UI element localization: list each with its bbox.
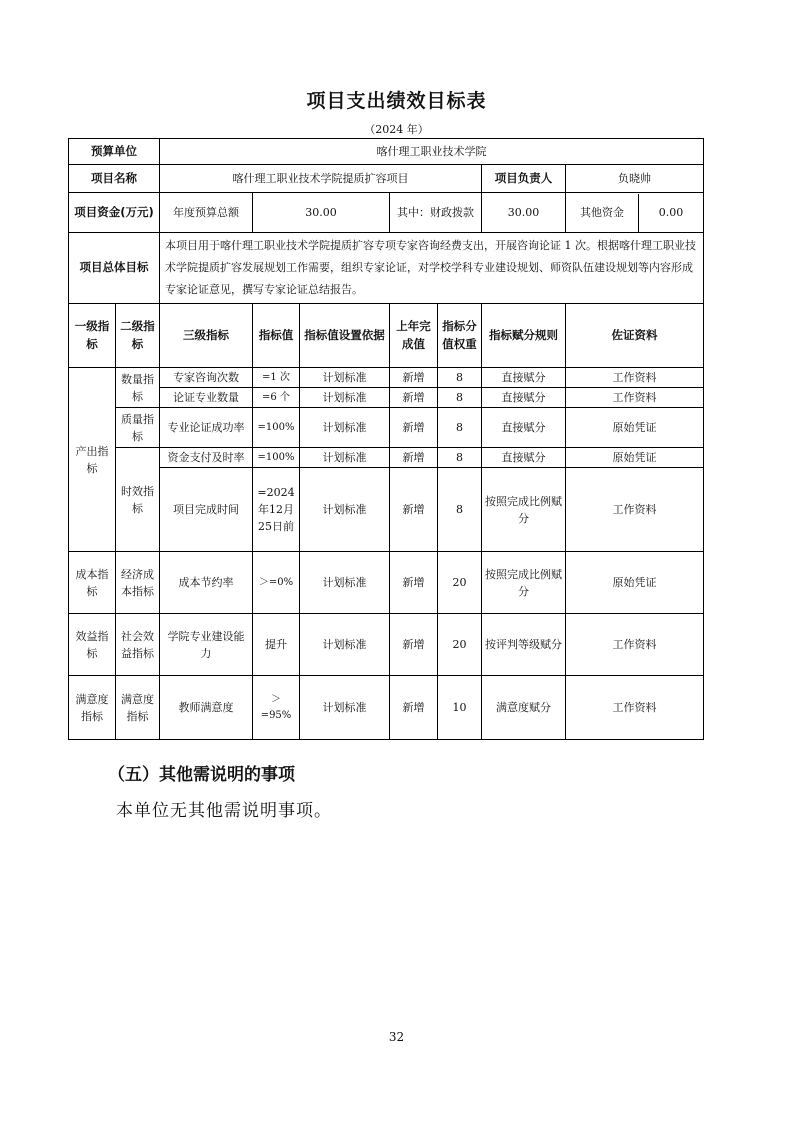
row-evidence: 工作资料 <box>566 468 704 552</box>
header-evidence: 佐证资料 <box>566 304 704 368</box>
row-last-year: 新增 <box>390 676 438 740</box>
header-weight: 指标分值权重 <box>438 304 482 368</box>
table-row <box>69 388 704 408</box>
row-name: 资金支付及时率 <box>160 448 253 468</box>
header-row <box>69 304 704 368</box>
group-quantity: 数量指标 <box>116 368 160 408</box>
page-title: 项目支出绩效目标表 <box>306 90 487 112</box>
row-value: =100% <box>253 408 300 448</box>
row-last-year: 新增 <box>390 408 438 448</box>
goal-row <box>69 233 704 304</box>
row-last-year: 新增 <box>390 468 438 552</box>
row-weight: 8 <box>438 448 482 468</box>
row-weight: 10 <box>438 676 482 740</box>
row-weight: 8 <box>438 388 482 408</box>
row-name: 专家咨询次数 <box>160 368 253 388</box>
group-satisfaction: 满意度指标 <box>69 676 116 740</box>
header-level2: 二级指标 <box>116 304 160 368</box>
table-row <box>69 468 704 552</box>
row-rule: 按照完成比例赋分 <box>482 552 566 614</box>
project-lead-label: 项目负责人 <box>482 165 566 193</box>
row-last-year: 新增 <box>390 368 438 388</box>
row-weight: 8 <box>438 468 482 552</box>
project-name-row <box>69 165 704 193</box>
budget-unit-label: 预算单位 <box>69 139 160 165</box>
row-last-year: 新增 <box>390 448 438 468</box>
group-output: 产出指标 <box>69 368 116 552</box>
other-funds-cell <box>566 193 704 233</box>
section-text: 本单位无其他需说明事项。 <box>116 801 332 821</box>
row-value: ＞=0% <box>253 552 300 614</box>
page-number: 32 <box>388 1030 405 1044</box>
header-value: 指标值 <box>253 304 300 368</box>
row-rule: 直接赋分 <box>482 368 566 388</box>
row-basis: 计划标准 <box>300 552 390 614</box>
budget-unit-value: 喀什理工职业技术学院 <box>160 139 704 165</box>
row-evidence: 原始凭证 <box>566 552 704 614</box>
row-value: =2024年12月25日前 <box>253 468 300 552</box>
table-row <box>69 448 704 468</box>
group-satisfaction-sub: 满意度指标 <box>116 676 160 740</box>
row-name: 学院专业建设能力 <box>160 614 253 676</box>
row-value: ＞=95% <box>253 676 300 740</box>
row-basis: 计划标准 <box>300 468 390 552</box>
header-rule: 指标赋分规则 <box>482 304 566 368</box>
header-level1: 一级指标 <box>69 304 116 368</box>
table-row <box>69 552 704 614</box>
row-evidence: 工作资料 <box>566 388 704 408</box>
row-evidence: 工作资料 <box>566 676 704 740</box>
row-last-year: 新增 <box>390 552 438 614</box>
row-name: 专业论证成功率 <box>160 408 253 448</box>
other-funds-value: 0.00 <box>658 205 684 219</box>
header-basis: 指标值设置依据 <box>300 304 390 368</box>
funds-label: 项目资金(万元) <box>69 193 160 233</box>
row-evidence: 原始凭证 <box>566 408 704 448</box>
row-evidence: 工作资料 <box>566 614 704 676</box>
other-funds-label: 其他资金 <box>566 194 639 232</box>
row-rule: 按评判等级赋分 <box>482 614 566 676</box>
row-name: 教师满意度 <box>160 676 253 740</box>
header-level3: 三级指标 <box>160 304 253 368</box>
row-rule: 直接赋分 <box>482 448 566 468</box>
group-economic-cost: 经济成本指标 <box>116 552 160 614</box>
header-last-year: 上年完成值 <box>390 304 438 368</box>
table-row <box>69 676 704 740</box>
funds-row <box>69 193 704 233</box>
row-weight: 8 <box>438 408 482 448</box>
row-evidence: 原始凭证 <box>566 448 704 468</box>
fiscal-label: 其中：财政拨款 <box>390 193 482 233</box>
row-name: 论证专业数量 <box>160 388 253 408</box>
year-label: （2024 年） <box>364 123 429 136</box>
group-timeliness: 时效指标 <box>116 448 160 552</box>
table-row <box>69 368 704 388</box>
row-basis: 计划标准 <box>300 388 390 408</box>
row-name: 项目完成时间 <box>160 468 253 552</box>
row-basis: 计划标准 <box>300 448 390 468</box>
row-value: 提升 <box>253 614 300 676</box>
project-lead-value: 负晓帅 <box>566 165 704 193</box>
row-rule: 直接赋分 <box>482 388 566 408</box>
row-name: 成本节约率 <box>160 552 253 614</box>
row-basis: 计划标准 <box>300 408 390 448</box>
row-rule: 按照完成比例赋分 <box>482 468 566 552</box>
row-weight: 20 <box>438 614 482 676</box>
row-last-year: 新增 <box>390 614 438 676</box>
project-name-value: 喀什理工职业技术学院提质扩容项目 <box>160 165 482 193</box>
annual-total-value: 30.00 <box>253 193 390 233</box>
group-cost: 成本指标 <box>69 552 116 614</box>
table-row <box>69 614 704 676</box>
table-row <box>69 408 704 448</box>
project-name-label: 项目名称 <box>69 165 160 193</box>
group-benefit: 效益指标 <box>69 614 116 676</box>
row-rule: 满意度赋分 <box>482 676 566 740</box>
row-basis: 计划标准 <box>300 676 390 740</box>
fiscal-value: 30.00 <box>482 193 566 233</box>
row-basis: 计划标准 <box>300 368 390 388</box>
group-quality: 质量指标 <box>116 408 160 448</box>
row-evidence: 工作资料 <box>566 368 704 388</box>
goal-text: 本项目用于喀什理工职业技术学院提质扩容专项专家咨询经费支出，开展咨询论证 1 次。根据喀什理工职业技术学院提质扩容发展规划工作需要，组织专家论证，对学校学科专业建设规划、师资队伍建设规划等内容形成专家论证意见，撰写专家论证总结报告。 <box>160 233 704 304</box>
row-value: =1 次 <box>253 368 300 388</box>
group-social-benefit: 社会效益指标 <box>116 614 160 676</box>
goal-label: 项目总体目标 <box>69 233 160 304</box>
budget-unit-row <box>69 139 704 165</box>
section-heading: （五）其他需说明的事项 <box>108 765 295 785</box>
row-basis: 计划标准 <box>300 614 390 676</box>
row-weight: 8 <box>438 368 482 388</box>
row-weight: 20 <box>438 552 482 614</box>
performance-table <box>68 138 704 740</box>
annual-total-label: 年度预算总额 <box>160 193 253 233</box>
row-value: =100% <box>253 448 300 468</box>
row-rule: 直接赋分 <box>482 408 566 448</box>
row-last-year: 新增 <box>390 388 438 408</box>
row-value: =6 个 <box>253 388 300 408</box>
